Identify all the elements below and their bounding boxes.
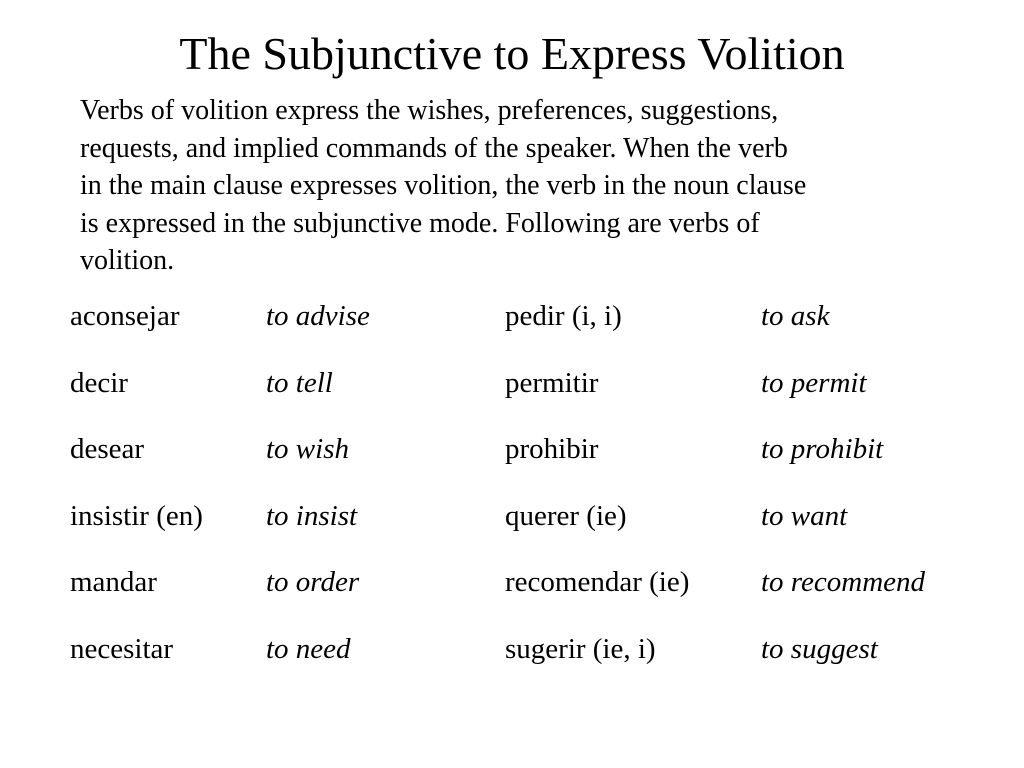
intro-line: is expressed in the subjunctive mode. Following are verbs of [80,207,760,239]
slide-title: The Subjunctive to Express Volition [179,28,845,79]
intro-line: volition. [80,245,175,276]
verb-row [70,363,990,430]
intro-line: in the main clause expresses volition, the verb in the noun clause [80,170,807,201]
spanish-verb: desear [70,433,145,466]
verb-list [70,296,990,696]
english-translation: to want [761,499,848,532]
spanish-verb: pedir (i, i) [505,300,622,332]
english-translation: to order [266,566,360,599]
spanish-verb: prohibir [505,433,599,466]
intro-paragraph [80,92,980,280]
english-translation: to suggest [761,632,878,665]
english-translation: to wish [266,433,349,466]
spanish-verb: aconsejar [70,300,180,332]
intro-line: Verbs of volition express the wishes, preferences, suggestions, [80,95,779,126]
english-translation: to ask [761,300,830,332]
spanish-verb: sugerir (ie, i) [505,632,656,665]
english-translation: to advise [266,300,370,332]
verb-row [70,562,990,629]
spanish-verb: decir [70,366,128,399]
english-translation: to insist [266,499,358,532]
verb-row [70,496,990,563]
verb-row [70,629,990,696]
spanish-verb: insistir (en) [70,499,203,532]
spanish-verb: necesitar [70,632,174,665]
verb-row [70,296,990,363]
english-translation: to prohibit [761,433,884,466]
intro-line: requests, and implied commands of the speaker. When the verb [80,132,788,164]
verb-row [70,429,990,496]
spanish-verb: permitir [505,366,599,399]
english-translation: to recommend [761,566,926,599]
spanish-verb: querer (ie) [505,499,627,532]
spanish-verb: recomendar (ie) [505,566,690,599]
english-translation: to permit [761,366,867,399]
english-translation: to need [266,632,351,665]
spanish-verb: mandar [70,566,157,599]
english-translation: to tell [266,366,333,399]
